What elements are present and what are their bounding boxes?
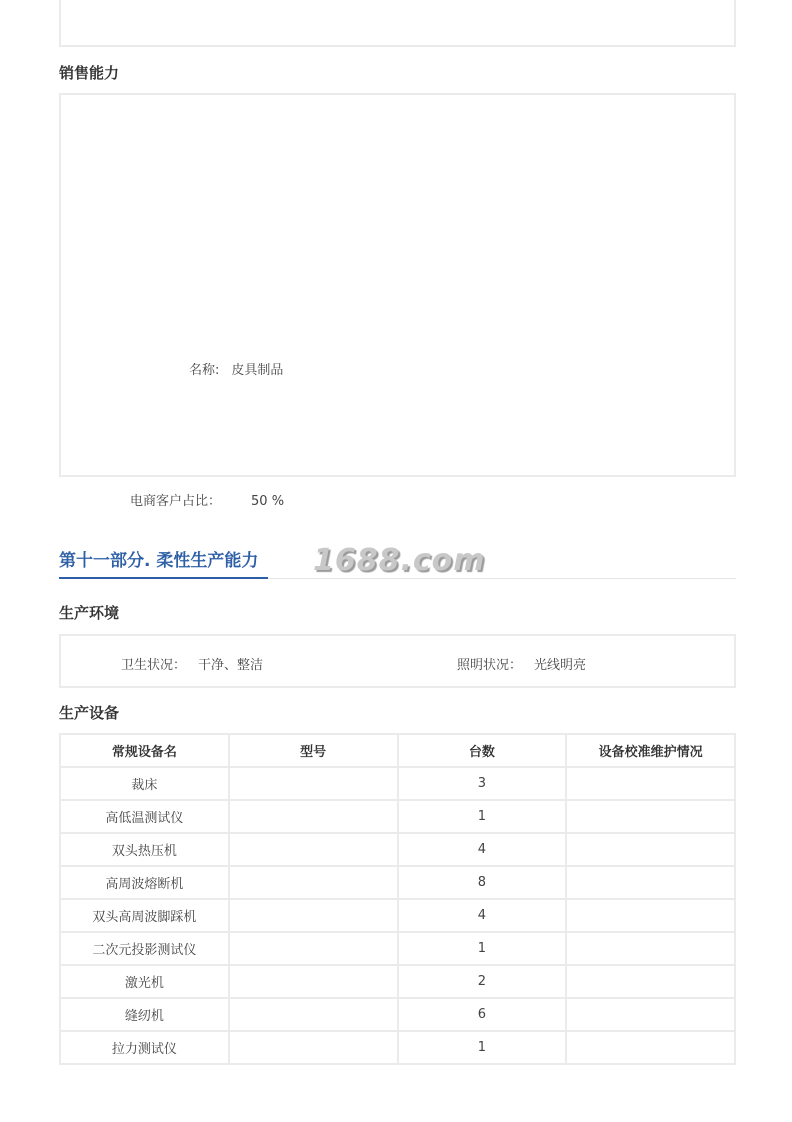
hygiene-value: 干净、整洁 [198, 658, 264, 673]
table-row [60, 833, 735, 866]
part-eleven-title: 第十一部分. 柔性生产能力 [59, 551, 259, 571]
equipment-count-cell: 1 [398, 1031, 567, 1064]
previous-section-box [59, 0, 736, 47]
table-row [60, 965, 735, 998]
column-header-model: 型号 [229, 734, 398, 767]
hygiene-label: 卫生状况： [121, 658, 187, 673]
part-title-underline [59, 577, 268, 579]
equipment-name-cell: 缝纫机 [60, 998, 229, 1031]
equipment-maintenance-cell [566, 965, 735, 998]
sales-name-row [189, 359, 283, 378]
sales-name-label: 名称: [189, 363, 220, 378]
equipment-heading: 生产设备 [59, 704, 120, 722]
equipment-name-cell: 激光机 [60, 965, 229, 998]
equipment-model-cell [229, 1031, 398, 1064]
sales-heading: 销售能力 [59, 64, 120, 82]
equipment-maintenance-cell [566, 767, 735, 800]
column-header-maintenance: 设备校准维护情况 [566, 734, 735, 767]
column-header-count: 台数 [398, 734, 567, 767]
equipment-model-cell [229, 800, 398, 833]
environment-heading: 生产环境 [59, 604, 120, 622]
equipment-maintenance-cell [566, 998, 735, 1031]
watermark-logo: 1688.com [313, 543, 486, 578]
equipment-name-cell: 双头高周波脚踩机 [60, 899, 229, 932]
lighting-label: 照明状况： [457, 658, 523, 673]
equipment-name-cell: 二次元投影测试仪 [60, 932, 229, 965]
equipment-count-cell: 1 [398, 800, 567, 833]
table-row [60, 899, 735, 932]
sales-panel [59, 93, 736, 477]
equipment-maintenance-cell [566, 932, 735, 965]
equipment-model-cell [229, 767, 398, 800]
equipment-count-cell: 4 [398, 833, 567, 866]
column-header-name: 常规设备名 [60, 734, 229, 767]
table-row [60, 800, 735, 833]
equipment-model-cell [229, 932, 398, 965]
equipment-maintenance-cell [566, 899, 735, 932]
ecommerce-ratio-label: 电商客户占比： [130, 494, 222, 509]
table-row [60, 1031, 735, 1064]
table-row [60, 932, 735, 965]
equipment-name-cell: 高周波熔断机 [60, 866, 229, 899]
table-row [60, 866, 735, 899]
equipment-model-cell [229, 866, 398, 899]
equipment-maintenance-cell [566, 866, 735, 899]
part-title-rule [268, 578, 736, 579]
equipment-count-cell: 6 [398, 998, 567, 1031]
ecommerce-ratio-value: 50 % [251, 494, 285, 509]
ecommerce-ratio-row [130, 490, 284, 509]
equipment-model-cell [229, 998, 398, 1031]
equipment-table [59, 733, 736, 1065]
equipment-count-cell: 4 [398, 899, 567, 932]
equipment-count-cell: 2 [398, 965, 567, 998]
equipment-name-cell: 双头热压机 [60, 833, 229, 866]
environment-panel [59, 634, 736, 688]
equipment-count-cell: 1 [398, 932, 567, 965]
equipment-model-cell [229, 833, 398, 866]
sales-name-value: 皮具制品 [231, 363, 284, 378]
hygiene-row [121, 654, 263, 673]
table-row [60, 998, 735, 1031]
table-header-row [60, 734, 735, 767]
equipment-maintenance-cell [566, 800, 735, 833]
equipment-name-cell: 裁床 [60, 767, 229, 800]
table-row [60, 767, 735, 800]
equipment-maintenance-cell [566, 833, 735, 866]
lighting-row [457, 654, 586, 673]
equipment-name-cell: 拉力测试仪 [60, 1031, 229, 1064]
equipment-count-cell: 3 [398, 767, 567, 800]
equipment-name-cell: 高低温测试仪 [60, 800, 229, 833]
lighting-value: 光线明亮 [534, 658, 587, 673]
equipment-maintenance-cell [566, 1031, 735, 1064]
equipment-model-cell [229, 899, 398, 932]
equipment-model-cell [229, 965, 398, 998]
equipment-count-cell: 8 [398, 866, 567, 899]
